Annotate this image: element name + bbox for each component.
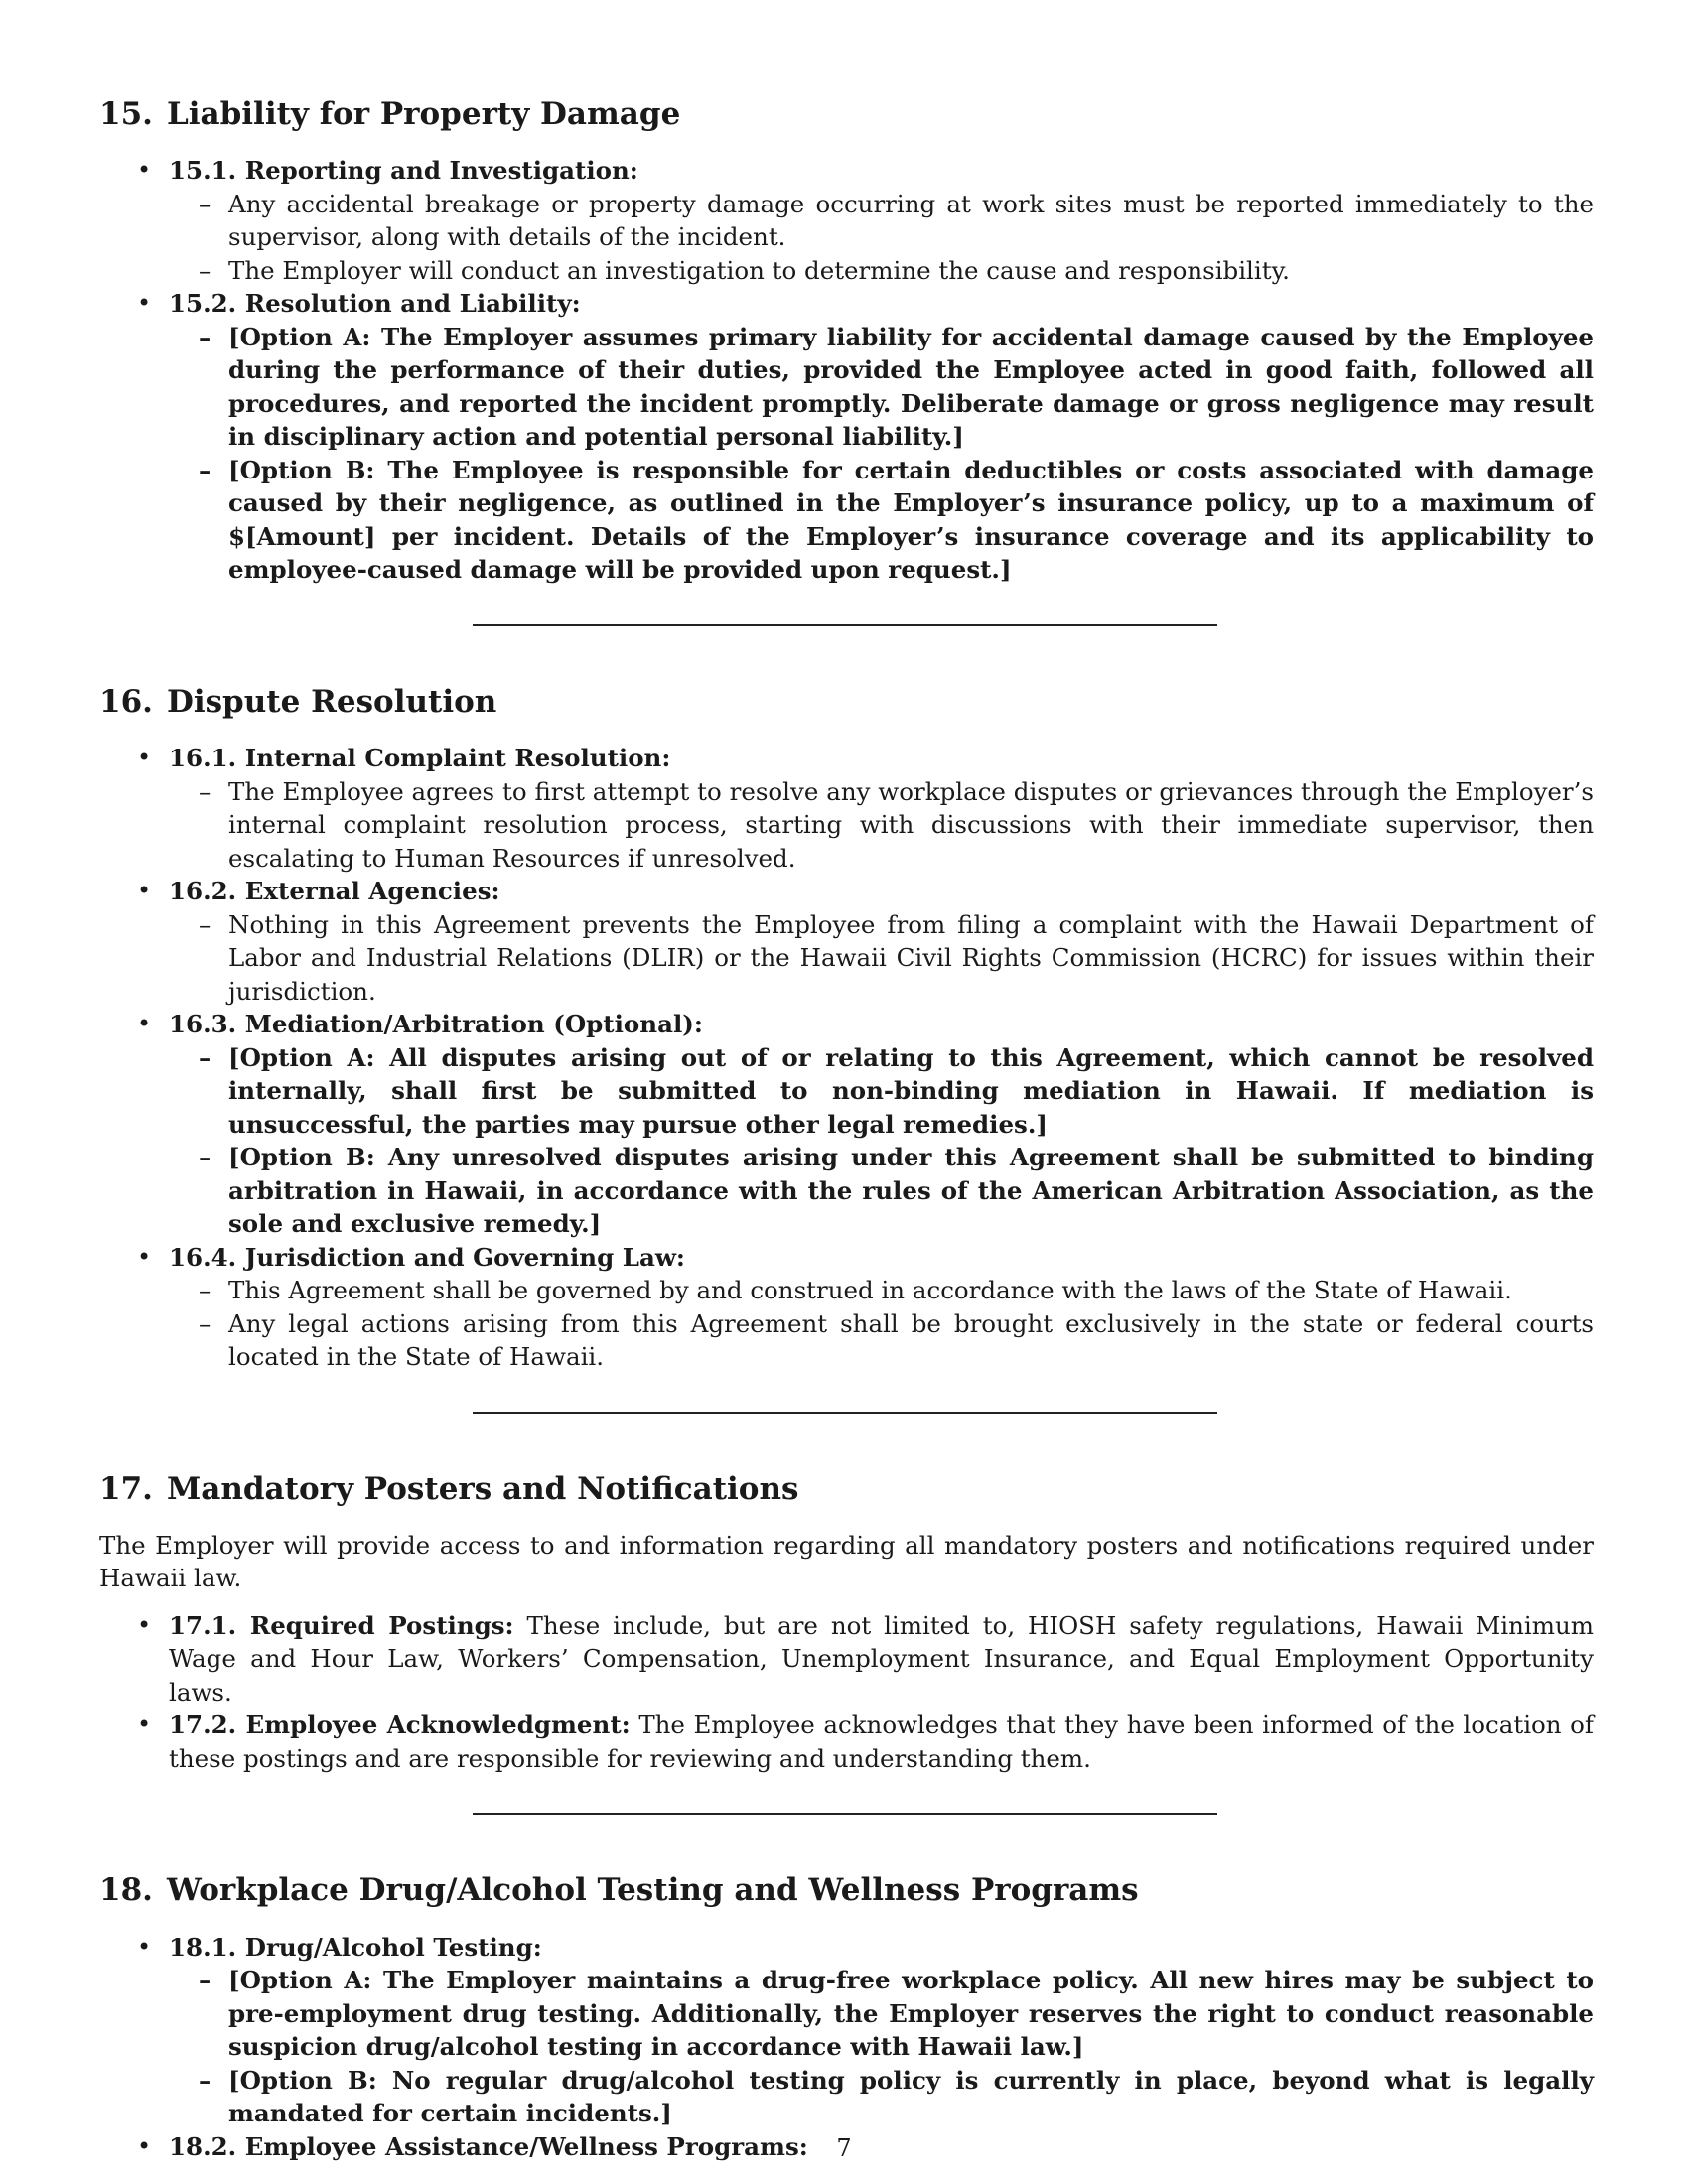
item-label: 18.1. Drug/Alcohol Testing: <box>169 1932 542 1962</box>
page-number: 7 <box>836 2134 852 2162</box>
item-label: 16.1. Internal Complaint Resolution: <box>169 744 671 773</box>
section-heading: 16. Dispute Resolution <box>99 683 497 720</box>
sub-item: – This Agreement shall be governed by and construed in accordance with the laws of the State of Hawaii. <box>169 1274 1594 1307</box>
section-18 <box>99 1870 1594 2163</box>
sub-item-option: – [Option A: All disputes arising out of or relating to this Agreement, which cannot be resolved internally, shall first be submitted to non-binding mediation in Hawaii. If mediation is unsuccessful, the parties may pursue other legal remedies.] <box>169 1041 1594 1142</box>
sub-item: – Any legal actions arising from this Agreement shall be brought exclusively in the state or federal courts located in the State of Hawaii. <box>169 1307 1594 1374</box>
section-divider <box>473 624 1217 626</box>
sub-item-option: – [Option B: The Employee is responsible for certain deductibles or costs associated with damage caused by their negligence, as outlined in the Employer’s insurance policy, up to a maximum of $[Amount] per incident. Details of the Employer’s insurance coverage and its applicability to employee-caused damage will be provided upon request.] <box>169 454 1594 587</box>
section-17 <box>99 1469 1594 1776</box>
item-text: The Employee acknowledges that they have been informed of the location of these postings and are responsible for reviewing and understanding them. <box>169 1710 1594 1773</box>
list-item <box>99 1708 1594 1775</box>
section-divider <box>473 1813 1217 1815</box>
sub-item: – The Employee agrees to first attempt to resolve any workplace disputes or grievances through the Employer’s internal complaint resolution process, starting with discussions with their immediate supervisor, then escalating to Human Resources if unresolved. <box>169 775 1594 876</box>
item-label: 17.2. Employee Acknowledgment: <box>169 1710 631 1740</box>
sub-item: – Any accidental breakage or property damage occurring at work sites must be reported immediately to the supervisor, along with details of the incident. <box>169 188 1594 254</box>
list-item <box>99 1008 1594 1241</box>
sub-item-option: – [Option B: No regular drug/alcohol testing policy is currently in place, beyond what is legally mandated for certain incidents.] <box>169 2064 1594 2130</box>
section-heading: 17. Mandatory Posters and Notifications <box>99 1470 799 1507</box>
section-heading: 15. Liability for Property Damage <box>99 96 681 132</box>
list-item <box>99 875 1594 1008</box>
section-16 <box>99 682 1594 1374</box>
item-label: 16.4. Jurisdiction and Governing Law: <box>169 1242 685 1272</box>
list-item <box>99 1609 1594 1709</box>
sub-item-option: – [Option B: Any unresolved disputes arising under this Agreement shall be submitted to binding arbitration in Hawaii, in accordance with the rules of the American Arbitration Association, as the sole and exclusive remedy.] <box>169 1141 1594 1241</box>
section-intro: The Employer will provide access to and information regarding all mandatory posters and notifications required under Hawaii law. <box>99 1530 1594 1593</box>
item-label: 18.2. Employee Assistance/Wellness Programs: <box>169 2131 808 2161</box>
sub-item: – The Employer will conduct an investigation to determine the cause and responsibility. <box>169 254 1594 288</box>
sub-item-option: – [Option A: The Employer assumes primary liability for accidental damage caused by the Employee during the performance of their duties, provided the Employee acted in good faith, followed all procedures, and reported the incident promptly. Deliberate damage or gross negligence may result in disciplinary action and potential personal liability.] <box>169 321 1594 454</box>
item-text: These include, but are not limited to, HIOSH safety regulations, Hawaii Minimum Wage and Hour Law, Workers’ Compensation, Unemployment Insurance, and Equal Employment Opportunity laws. <box>169 1610 1594 1706</box>
document-page <box>99 94 1594 2163</box>
list-item <box>99 742 1594 875</box>
list-item <box>99 1931 1594 2130</box>
list-item <box>99 154 1594 287</box>
section-15 <box>99 94 1594 587</box>
item-label: 16.2. External Agencies: <box>169 877 500 906</box>
list-item <box>99 1241 1594 1374</box>
item-label: 15.2. Resolution and Liability: <box>169 289 581 319</box>
list-item <box>99 287 1594 587</box>
item-label: 16.3. Mediation/Arbitration (Optional): <box>169 1010 703 1039</box>
section-divider <box>473 1412 1217 1414</box>
sub-item: – Nothing in this Agreement prevents the Employee from filing a complaint with the Hawaii Department of Labor and Industrial Relations (DLIR) or the Hawaii Civil Rights Commission (HCRC) for issues within their jurisdiction. <box>169 908 1594 1009</box>
item-label: 17.1. Required Postings: <box>169 1610 514 1640</box>
sub-item-option: – [Option A: The Employer maintains a drug-free workplace policy. All new hires may be subject to pre-employment drug testing. Additionally, the Employer reserves the right to conduct reasonable suspicion drug/alcohol testing in accordance with Hawaii law.] <box>169 1964 1594 2064</box>
item-label: 15.1. Reporting and Investigation: <box>169 156 638 186</box>
section-heading: 18. Workplace Drug/Alcohol Testing and Wellness Programs <box>99 1872 1139 1909</box>
